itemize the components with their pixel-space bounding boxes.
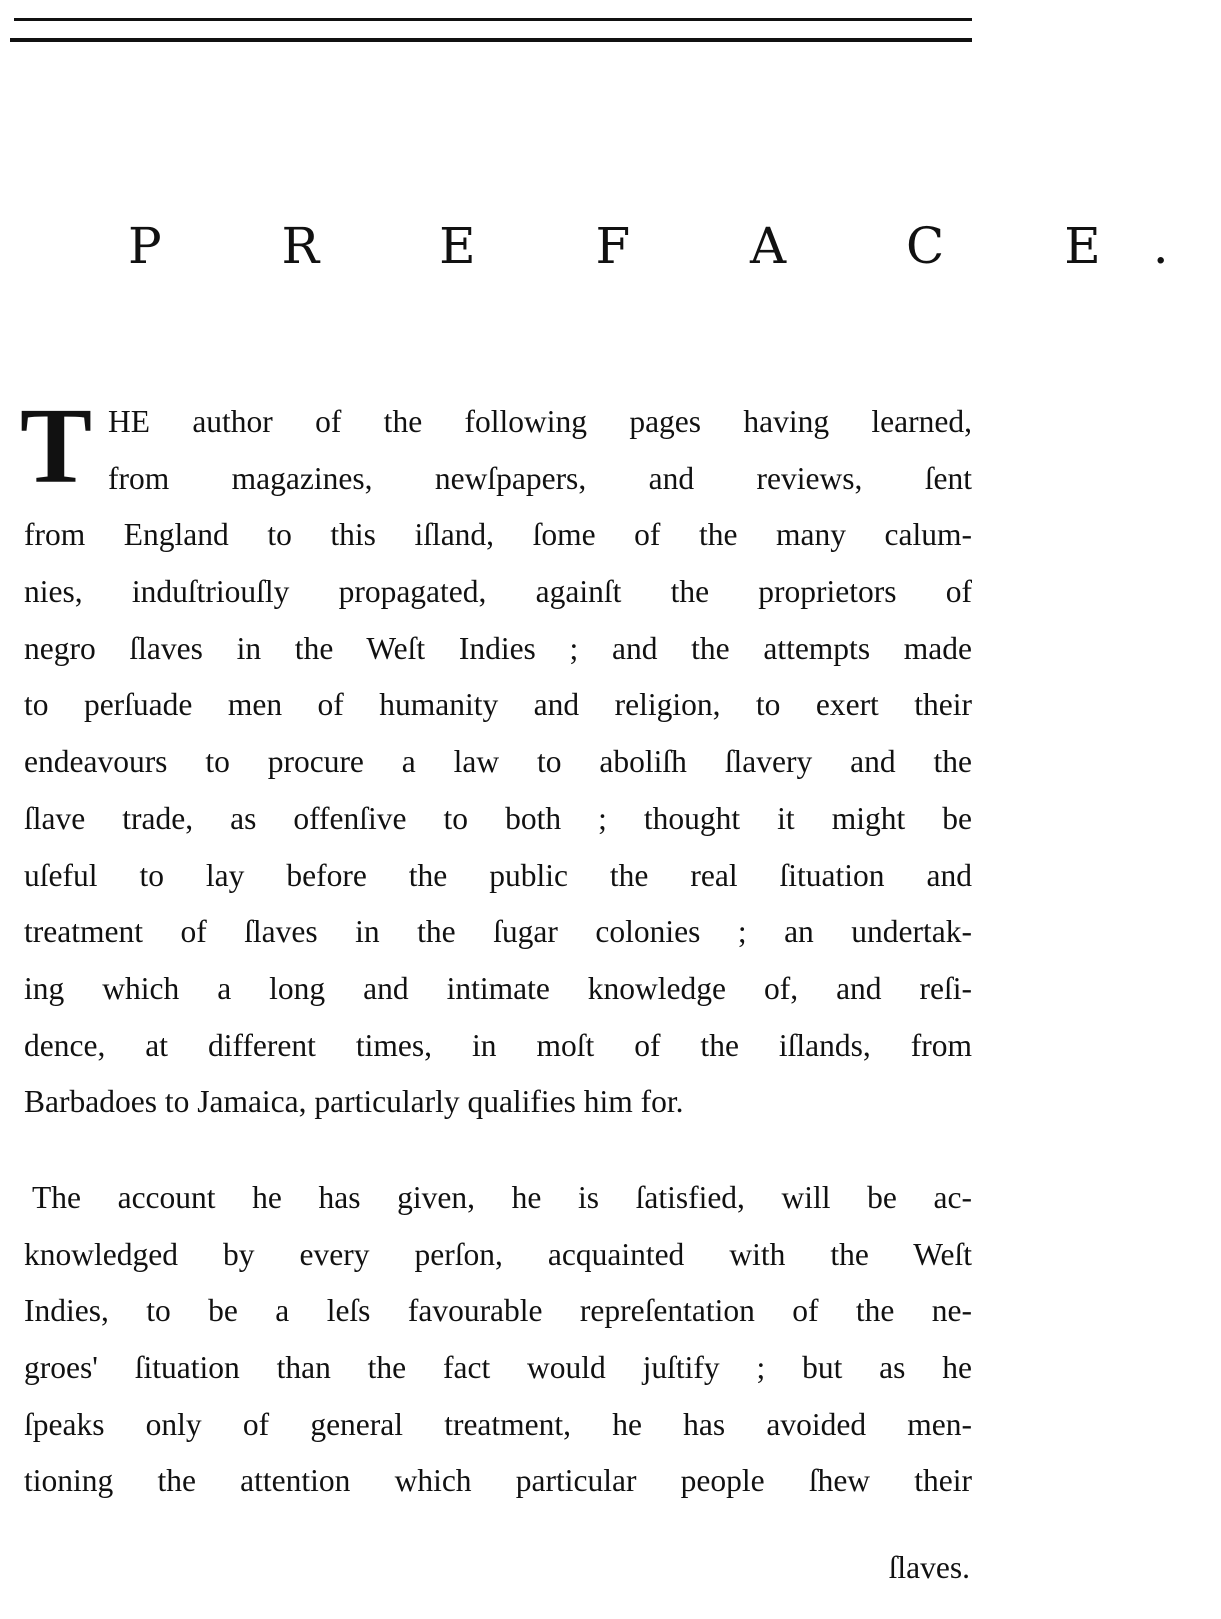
paragraph-1-line: treatment of ſlaves in the ſugar colonies ; an undertak- bbox=[24, 914, 972, 950]
top-rule-thin bbox=[14, 18, 972, 21]
paragraph-1-line: negro ſlaves in the Weſt Indies ; and the attempts made bbox=[24, 630, 972, 666]
paragraph-1-line: endeavours to procure a law to aboliſh ſlavery and the bbox=[24, 744, 972, 780]
paragraph-1-line: ing which a long and intimate knowledge of, and reſi- bbox=[24, 970, 972, 1006]
paragraph-1-line: Barbadoes to Jamaica, particularly qualifies him for. bbox=[24, 1084, 684, 1120]
paragraph-1-line: from magazines, newſpapers, and reviews, ſent bbox=[108, 460, 972, 496]
page-title: P R E F A C E. bbox=[128, 217, 1221, 275]
paragraph-1-line: to perſuade men of humanity and religion, to exert their bbox=[24, 687, 972, 723]
top-rule-thick bbox=[10, 38, 972, 42]
paragraph-1-line: HE author of the following pages having learned, bbox=[108, 404, 972, 439]
paragraph-1-line: from England to this iſland, ſome of the many calum- bbox=[24, 517, 972, 553]
paragraph-1-line: nies, induſtriouſly propagated, againſt the proprietors of bbox=[24, 574, 972, 610]
paragraph-2-line: Indies, to be a leſs favourable repreſentation of the ne- bbox=[24, 1293, 972, 1329]
paragraph-2-line: knowledged by every perſon, acquainted with the Weſt bbox=[24, 1236, 972, 1272]
paragraph-1 bbox=[24, 394, 972, 1131]
paragraph-1-line: uſeful to lay before the public the real ſituation and bbox=[24, 857, 972, 893]
paragraph-1-line: ſlave trade, as offenſive to both ; thought it might be bbox=[24, 800, 972, 836]
paragraph-2 bbox=[24, 1170, 972, 1510]
paragraph-2-line: ſpeaks only of general treatment, he has avoided men- bbox=[24, 1406, 972, 1442]
paragraph-2-line: The account he has given, he is ſatisfied, will be ac- bbox=[32, 1180, 972, 1215]
paragraph-2-line: tioning the attention which particular people ſhew their bbox=[24, 1463, 972, 1499]
paragraph-1-line: dence, at different times, in moſt of the iſlands, from bbox=[24, 1027, 972, 1063]
paragraph-2-line: groes' ſituation than the fact would juſtify ; but as he bbox=[24, 1350, 972, 1386]
drop-cap: T bbox=[20, 387, 93, 506]
catchword: ſlaves. bbox=[888, 1550, 970, 1585]
